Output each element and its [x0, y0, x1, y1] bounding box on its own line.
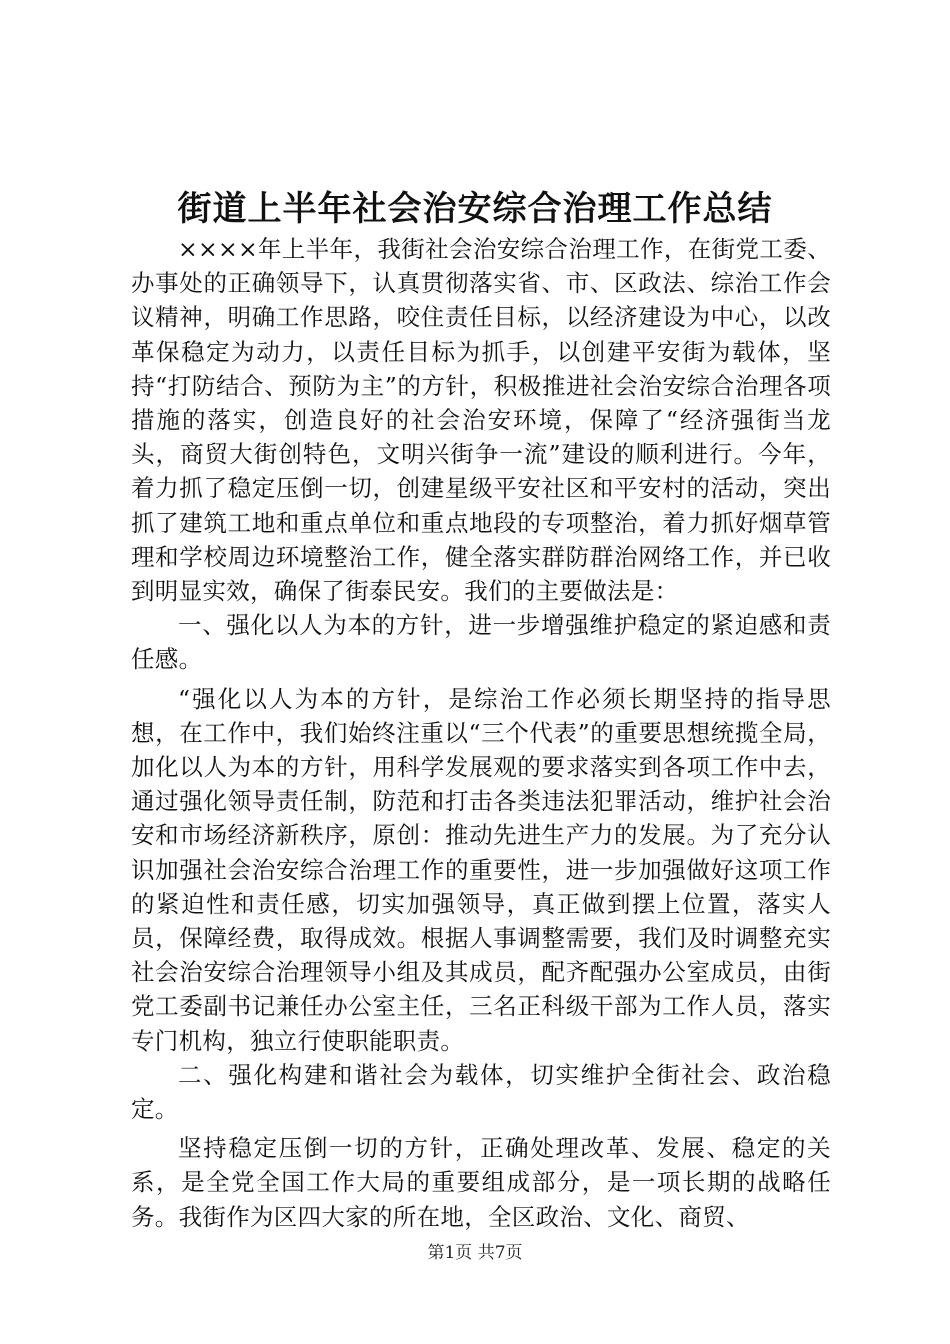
body-paragraph: ××××年上半年，我街社会治安综合治理工作，在街党工委、办事处的正确领导下，认真贯彻落实省、市、区政法、综治工作会议精神，明确工作思路，咬住责任目标，以经济建设为中心，以改革保稳定为动力，以责任目标为抓手，以创建平安街为载体，坚持“打防结合、预防为主”的方针，积极推进社会治安综合治理各项措施的落实，创造良好的社会治安环境，保障了“经济强街当龙头，商贸大街创特色，文明兴街争一流”建设的顺利进行。今年，着力抓了稳定压倒一切，创建星级平安社区和平安村的活动，突出抓了建筑工地和重点单位和重点地段的专项整治，着力抓好烟草管理和学校周边环境整治工作，健全落实群防群治网络工作，并已收到明显实效，确保了街泰民安。我们的主要做法是：	[131, 235, 831, 606]
page-number-footer: 第1页 共7页	[427, 1243, 523, 1263]
document-title: 街道上半年社会治安综合治理工作总结	[177, 189, 773, 229]
document-body	[131, 232, 831, 1234]
section-heading: 一、强化以人为本的方针，进一步增强维护稳定的紧迫感和责任感。	[131, 611, 831, 674]
section-heading: 二、强化构建和谐社会为载体，切实维护全街社会、政治稳定。	[131, 1060, 831, 1124]
body-paragraph: 坚持稳定压倒一切的方针，正确处理改革、发展、稳定的关系，是全党全国工作大局的重要组成部分，是一项长期的战略任务。我街作为区四大家的所在地，全区政治、文化、商贸、	[131, 1134, 831, 1231]
body-paragraph: “强化以人为本的方针，是综治工作必须长期坚持的指导思想，在工作中，我们始终注重以“三个代表”的重要思想统揽全局，加化以人为本的方针，用科学发展观的要求落实到各项工作中去，通过强化领导责任制，防范和打击各类违法犯罪活动，维护社会治安和市场经济新秩序，原创：推动先进生产力的发展。为了充分认识加强社会治安综合治理工作的重要性，进一步加强做好这项工作的紧迫性和责任感，切实加强领导，真正做到摆上位置，落实人员，保障经费，取得成效。根据人事调整需要，我们及时调整充实社会治安综合治理领导小组及其成员，配齐配强办公室成员，由街党工委副书记兼任办公室主任，三名正科级干部为工作人员，落实专门机构，独立行使职能职责。	[131, 684, 831, 1055]
